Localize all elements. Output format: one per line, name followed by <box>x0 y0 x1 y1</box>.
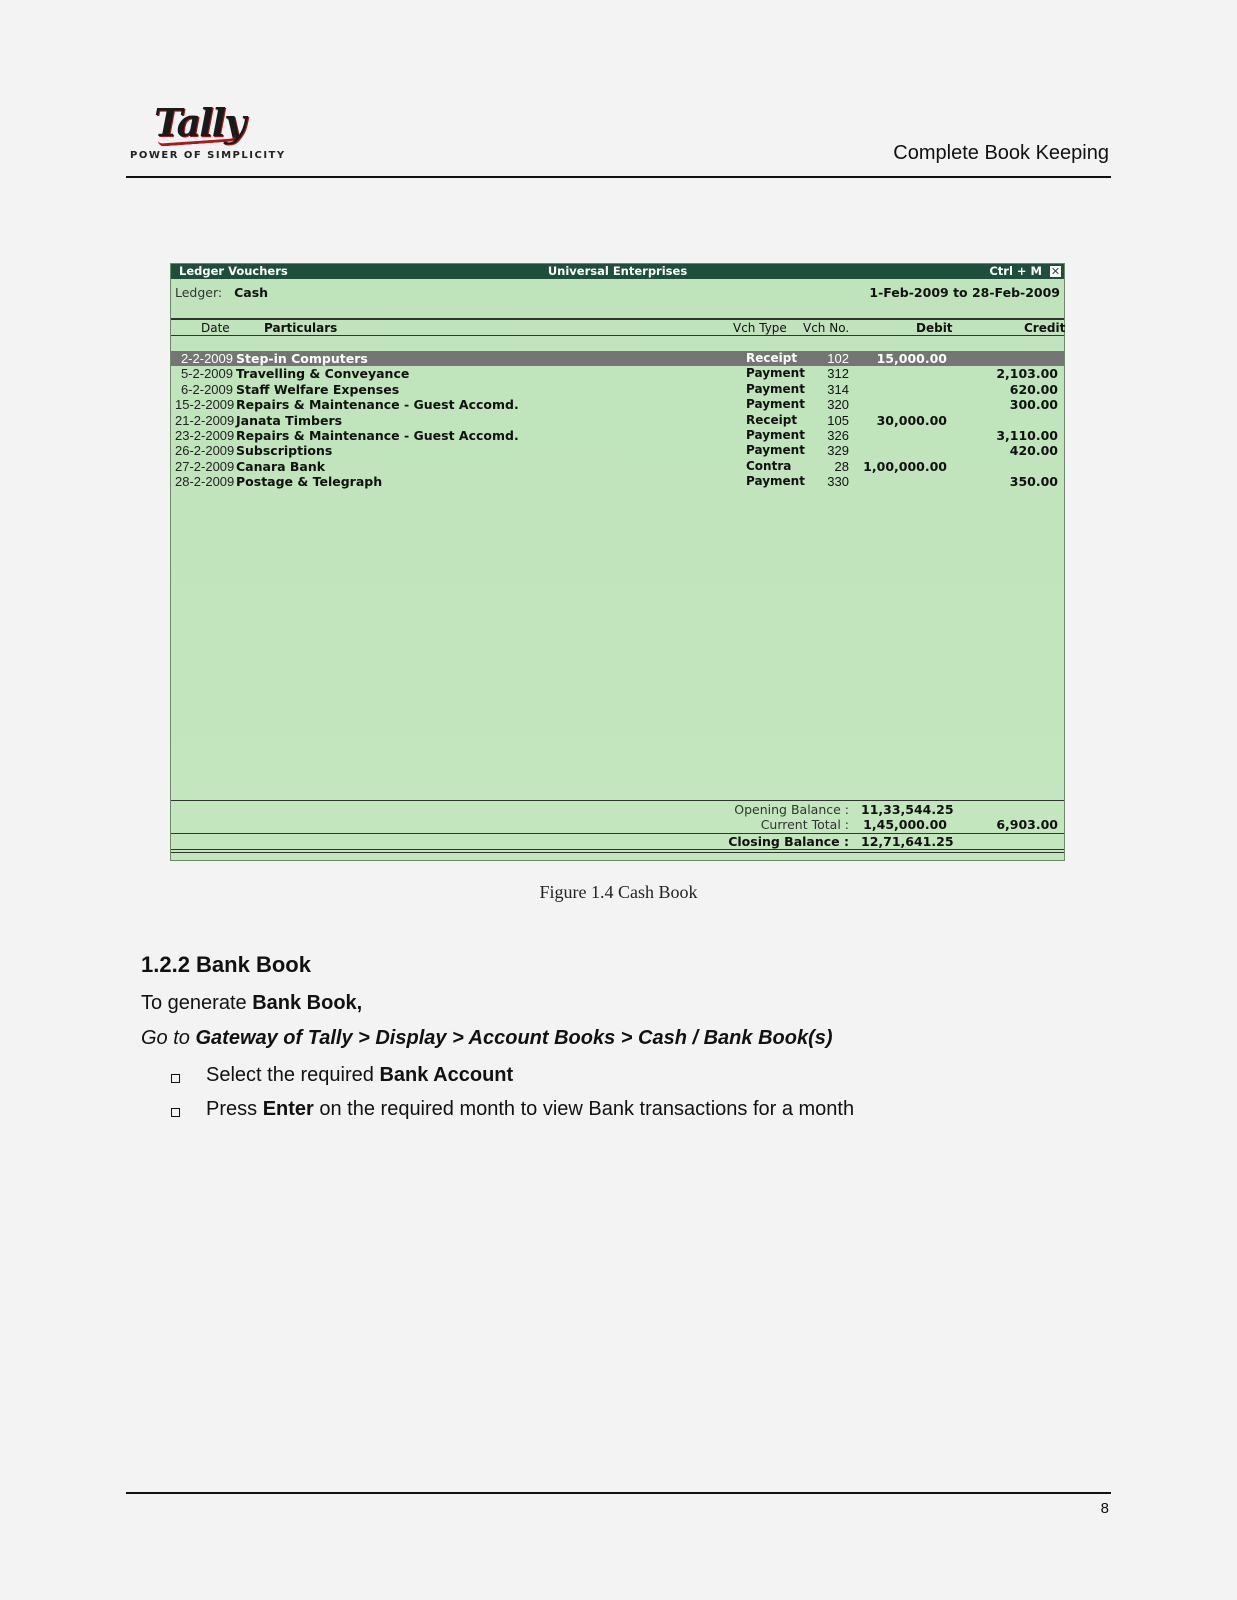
col-header-debit: Debit <box>916 321 953 335</box>
voucher-number: 326 <box>827 427 849 443</box>
ledger-vouchers-window <box>170 263 1065 861</box>
voucher-credit: 350.00 <box>1009 474 1058 490</box>
window-titlebar <box>171 264 1064 279</box>
voucher-debit: 30,000.00 <box>876 412 947 428</box>
bullet-text: Press <box>206 1098 263 1120</box>
header-rule <box>171 318 1064 320</box>
voucher-date: 15-2-2009 <box>175 397 235 413</box>
voucher-number: 28 <box>834 458 849 474</box>
voucher-number: 105 <box>827 412 849 428</box>
bullet-text: on the required month to view Bank transactions for a month <box>313 1098 855 1120</box>
voucher-credit: 300.00 <box>1009 397 1058 413</box>
voucher-type: Receipt <box>746 412 798 427</box>
figure-caption: Figure 1.4 Cash Book <box>539 882 698 902</box>
ledger-label: Ledger: <box>175 285 223 300</box>
voucher-particulars: Repairs & Maintenance - Guest Accomd. <box>236 397 519 413</box>
company-name: Universal Enterprises <box>547 264 688 278</box>
voucher-number: 312 <box>827 366 849 382</box>
navigation-path <box>141 1027 833 1050</box>
ledger-info <box>175 285 268 300</box>
voucher-row[interactable] <box>171 351 1064 366</box>
voucher-date: 26-2-2009 <box>175 443 235 459</box>
voucher-particulars: Canara Bank <box>236 458 326 474</box>
voucher-number: 102 <box>827 351 849 366</box>
voucher-particulars: Postage & Telegraph <box>236 474 383 490</box>
voucher-number: 314 <box>827 381 849 397</box>
voucher-date: 5-2-2009 <box>180 366 233 382</box>
voucher-type: Receipt <box>746 351 798 365</box>
goto-text: Go to <box>141 1027 196 1049</box>
bullet-bold: Bank Account <box>379 1064 514 1086</box>
voucher-type: Payment <box>746 474 805 489</box>
page-number: 8 <box>1100 1500 1109 1517</box>
logo-tagline: POWER OF SIMPLICITY <box>130 150 286 161</box>
close-icon[interactable]: ✕ <box>1050 265 1061 278</box>
voucher-row[interactable] <box>171 474 1064 489</box>
voucher-particulars: Repairs & Maintenance - Guest Accomd. <box>236 427 519 443</box>
voucher-type: Contra <box>746 458 792 473</box>
voucher-date: 21-2-2009 <box>175 412 235 428</box>
current-total-label: Current Total : <box>760 817 849 832</box>
bullet-text: Select the required <box>206 1064 380 1086</box>
voucher-debit: 15,000.00 <box>876 351 947 366</box>
header-divider <box>126 176 1111 178</box>
col-header-vch-no: Vch No. <box>803 321 850 335</box>
voucher-row[interactable] <box>171 459 1064 474</box>
voucher-type: Payment <box>746 427 805 442</box>
voucher-type: Payment <box>746 366 805 381</box>
section-heading: 1.2.2 Bank Book <box>141 952 311 977</box>
intro-bold: Bank Book, <box>252 992 363 1014</box>
voucher-type: Payment <box>746 443 805 458</box>
voucher-date: 6-2-2009 <box>180 381 233 397</box>
voucher-row[interactable] <box>171 443 1064 458</box>
col-header-particulars: Particulars <box>264 321 338 335</box>
goto-path: Gateway of Tally > Display > Account Books > Cash / Bank Book(s) <box>195 1027 833 1049</box>
voucher-credit: 620.00 <box>1009 381 1058 397</box>
voucher-particulars: Travelling & Conveyance <box>236 366 410 382</box>
footer-divider <box>126 1492 1111 1494</box>
header-rule-bottom <box>171 335 1064 336</box>
voucher-type: Payment <box>746 381 805 396</box>
voucher-row[interactable] <box>171 413 1064 428</box>
voucher-credit: 420.00 <box>1009 443 1058 459</box>
voucher-credit: 3,110.00 <box>996 427 1058 443</box>
voucher-list <box>171 351 1064 490</box>
voucher-date: 2-2-2009 <box>180 351 233 366</box>
shortcut-hint: Ctrl + M <box>989 264 1042 278</box>
voucher-row[interactable] <box>171 428 1064 443</box>
current-total-debit: 1,45,000.00 <box>863 817 947 832</box>
voucher-date: 28-2-2009 <box>175 474 235 490</box>
intro-text: To generate <box>141 992 253 1014</box>
closing-balance-label: Closing Balance : <box>728 834 849 849</box>
bullet-item <box>206 1098 854 1121</box>
current-total-credit: 6,903.00 <box>996 817 1058 832</box>
voucher-number: 320 <box>827 397 849 413</box>
opening-balance-debit: 11,33,544.25 <box>861 802 954 817</box>
logo-mark: Tally <box>154 100 245 145</box>
voucher-debit: 1,00,000.00 <box>863 458 947 474</box>
voucher-row[interactable] <box>171 397 1064 412</box>
opening-balance-label: Opening Balance : <box>734 802 849 817</box>
bullet-item <box>206 1064 513 1087</box>
bullet-bold: Enter <box>262 1098 314 1120</box>
voucher-particulars: Staff Welfare Expenses <box>236 381 400 397</box>
footer-rule <box>171 852 1064 853</box>
footer-rule <box>171 849 1064 850</box>
voucher-number: 330 <box>827 474 849 490</box>
voucher-number: 329 <box>827 443 849 459</box>
voucher-type: Payment <box>746 397 805 412</box>
col-header-date: Date <box>201 321 230 335</box>
ledger-value: Cash <box>234 285 269 300</box>
period-range: 1-Feb-2009 to 28-Feb-2009 <box>869 285 1060 300</box>
col-header-vch-type: Vch Type <box>733 321 787 335</box>
voucher-row[interactable] <box>171 366 1064 381</box>
voucher-date: 27-2-2009 <box>175 458 235 474</box>
document-title: Complete Book Keeping <box>893 142 1109 164</box>
window-title: Ledger Vouchers <box>179 264 288 278</box>
voucher-particulars: Janata Timbers <box>236 412 343 428</box>
col-header-credit: Credit <box>1024 321 1066 335</box>
voucher-date: 23-2-2009 <box>175 427 235 443</box>
voucher-particulars: Subscriptions <box>236 443 333 459</box>
footer-rule <box>171 800 1064 801</box>
voucher-credit: 2,103.00 <box>996 366 1058 382</box>
bullet-square-icon <box>171 1074 180 1083</box>
tally-logo <box>128 100 286 162</box>
voucher-row[interactable] <box>171 382 1064 397</box>
intro-paragraph <box>141 992 362 1015</box>
voucher-particulars: Step-in Computers <box>236 351 368 366</box>
bullet-square-icon <box>171 1108 180 1117</box>
closing-balance-debit: 12,71,641.25 <box>861 834 954 849</box>
